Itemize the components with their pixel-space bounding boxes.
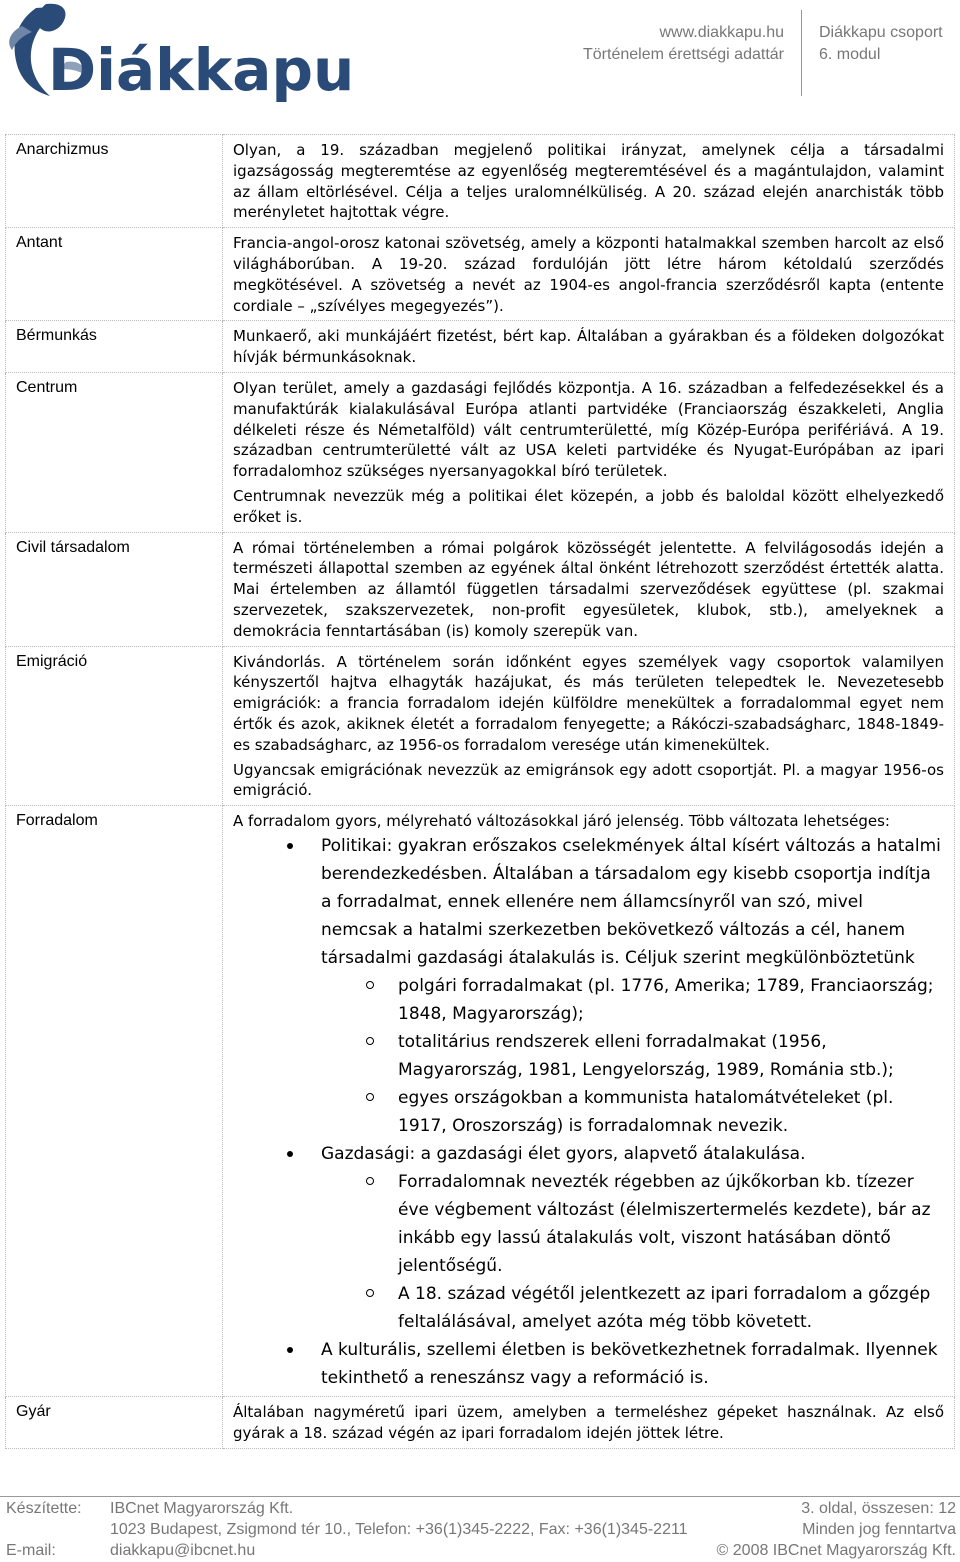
subject-title: Történelem érettségi adattár [583, 46, 784, 63]
definition-intro: A forradalom gyors, mélyreható változásokkal járó jelenség. Több változata lehetséges: [233, 812, 890, 831]
glossary-definition [223, 372, 955, 532]
header-right-block [819, 22, 943, 66]
sub-list-item: A 18. század végétől jelentkezett az ipari forradalom a gőzgép feltalálásával, amelyet azóta még több követett. [398, 1280, 944, 1336]
page-header [0, 0, 960, 110]
definition-paragraph: Ugyancsak emigrációnak nevezzük az emigránsok egy adott csoportját. Pl. a magyar 1956-os emigráció. [233, 760, 944, 800]
glossary-row [6, 646, 955, 806]
email-link[interactable]: diakkapu@ibcnet.hu [110, 1542, 256, 1559]
glossary-term: Civil társadalom [6, 532, 223, 646]
diakkapu-logo [6, 2, 355, 106]
list-item [321, 1336, 944, 1392]
footer-rule [0, 1496, 960, 1497]
glossary-row [6, 135, 955, 228]
glossary-definition [223, 806, 955, 1397]
list-item-text: Politikai: gyakran erőszakos cselekmények által kísért változás a hatalmi berendezkedésben. Általában a társadalom egy kisebb csoportja indítja a forradalmat, ennek ellenére nem államcsínyről van szó, mivel nemcsak a hatalmi szerkezetben bekövetkező változás a cél, hanem társadalmi gazdasági átalakulás is. Céljuk szerint megkülönböztetünk [321, 835, 941, 968]
glossary-row [6, 806, 955, 1397]
module-number: 6. modul [819, 46, 881, 63]
glossary-term: Bérmunkás [6, 321, 223, 373]
glossary-row [6, 372, 955, 532]
definition-paragraph: Francia-angol-orosz katonai szövetség, amely a központi hatalmakkal szemben harcolt az első világháborúban. A 19-20. század fordulóján jött létre három kétoldalú szerződés megkötésével. A szövetség a nevét az 1904-es angol-francia szerződésről kapta (entente cordiale – „szívélyes megegyezés”). [233, 234, 944, 315]
svg-text:Diákkapu: Diákkapu [48, 36, 355, 104]
glossary-term: Anarchizmus [6, 135, 223, 228]
glossary-term: Emigráció [6, 646, 223, 806]
list-item [321, 1140, 944, 1336]
definition-paragraph: Centrumnak nevezzük még a politikai élet közepén, a jobb és baloldal között elhelyezkedő erőket is. [233, 486, 944, 526]
list-item-text: A kulturális, szellemi életben is bekövetkezhetnek forradalmak. Ilyennek tekinthető a reneszánsz vagy a reformáció is. [321, 1339, 938, 1388]
glossary-definition [223, 228, 955, 321]
glossary-row [6, 321, 955, 373]
definition-paragraph: A római történelemben a római polgárok közösségét jelentette. A felvilágosodás idején a természeti állapottal szemben az egyének által önként létrehozott szerződést értették alatta. Mai értelemben az államtól független társadalmi szerveződések együttese (pl. szakmai szervezetek, szakszervezetek, non-profit egyesületek, klubok, stb.), amelyeknek a demokrácia fenntartásában (is) komoly szerepük van. [233, 538, 944, 640]
list-item-text: Gazdasági: a gazdasági élet gyors, alapvető átalakulása. [321, 1143, 806, 1164]
definition-paragraph: Általában nagyméretű ipari üzem, amelyben a termeléshez gépeket használnak. Az első gyárak a 18. század végén az ipari forradalom idején jöttek létre. [233, 1402, 944, 1442]
definition-paragraph: Olyan terület, amely a gazdasági fejlődés központja. A 16. században a felfedezésekkel és a manufaktúrák kialakulásával Európa atlanti partvidéke (Franciaország északkeleti, Anglia délkeleti része és Németalföld) vált centrumterületté, míg Közép-Európa perifériává. A 19. században centrumterületté vált az USA keleti partvidéke és Nyugat-Európában az ipari forradalomhoz szükséges nyersanyagokkal bíró területek. [233, 378, 944, 481]
definition-paragraph: Kivándorlás. A történelem során időnként egyes személyek vagy csoportok valamilyen kényszertől hajtva elhagyták hazájukat, és más területen telepedtek le. Nevezetesebb emigrációk: a francia forradalom idején külföldre menekültek a forradalommal egyet nem értők és azok, akiknek életét a forradalom fenyegette; a Rákóczi-szabadságharc, 1848-1849-es szabadságharc, az 1956-os forradalom veresége után kimenekültek. [233, 652, 944, 754]
group-name: Diákkapu csoport [819, 24, 943, 41]
glossary-row [6, 228, 955, 321]
glossary-term: Forradalom [6, 806, 223, 1397]
rights-text: Minden jog fenntartva [802, 1521, 956, 1538]
glossary-term: Centrum [6, 372, 223, 532]
made-by-label: Készítette: [6, 1500, 82, 1517]
company-name: IBCnet Magyarország Kft. [110, 1500, 294, 1517]
sub-list-item: egyes országokban a kommunista hatalomátvételeket (pl. 1917, Oroszország) is forradalomnak nevezik. [398, 1084, 944, 1140]
glossary-definition [223, 646, 955, 806]
list-item [321, 832, 944, 1140]
sub-list-item: polgári forradalmakat (pl. 1776, Amerika; 1789, Franciaország; 1848, Magyarország); [398, 972, 944, 1028]
glossary-term: Gyár [6, 1396, 223, 1448]
revolution-types-list [233, 832, 944, 1392]
page-footer [0, 1490, 960, 1562]
sub-list-item: totalitárius rendszerek elleni forradalmakat (1956, Magyarország, 1981, Lengyelország, 1989, Románia stb.); [398, 1028, 944, 1084]
email-label: E-mail: [6, 1542, 56, 1559]
glossary-table [5, 134, 955, 1449]
site-url: www.diakkapu.hu [659, 24, 784, 41]
header-separator [801, 10, 802, 96]
header-left-block [583, 22, 784, 66]
glossary-term: Antant [6, 228, 223, 321]
sub-list-item: Forradalomnak nevezték régebben az újkőkorban kb. tízezer éve végbement változást (élelmiszertermelés kezdete), bár az inkább egy lassú átalakulás volt, viszont hatásában döntő jelentőségű. [398, 1168, 944, 1280]
page-info [717, 1498, 956, 1561]
glossary-definition [223, 1396, 955, 1448]
glossary-definition [223, 135, 955, 228]
glossary-row [6, 532, 955, 646]
definition-paragraph: Munkaerő, aki munkájáért fizetést, bért kap. Általában a gyárakban és a földeken dolgozókat hívják bérmunkásoknak. [233, 327, 944, 367]
company-address: 1023 Budapest, Zsigmond tér 10., Telefon: +36(1)345-2222, Fax: +36(1)345-2211 [110, 1521, 688, 1538]
copyright-text: © 2008 IBCnet Magyarország Kft. [716, 1542, 956, 1559]
glossary-row [6, 1396, 955, 1448]
company-info [110, 1498, 688, 1540]
glossary-definition [223, 532, 955, 646]
page-number: 3. oldal, összesen: 12 [801, 1500, 956, 1517]
glossary-definition [223, 321, 955, 373]
definition-paragraph: Olyan, a 19. században megjelenő politikai irányzat, amelynek célja a társadalmi igazságosság megteremtése az egyenlőség megteremtésével és a magántulajdon, valamint az állam eltörlésével. Célja a teljes uralomnélküliség. A 20. század elején anarchisták több merényletet hajtottak végre. [233, 141, 944, 222]
